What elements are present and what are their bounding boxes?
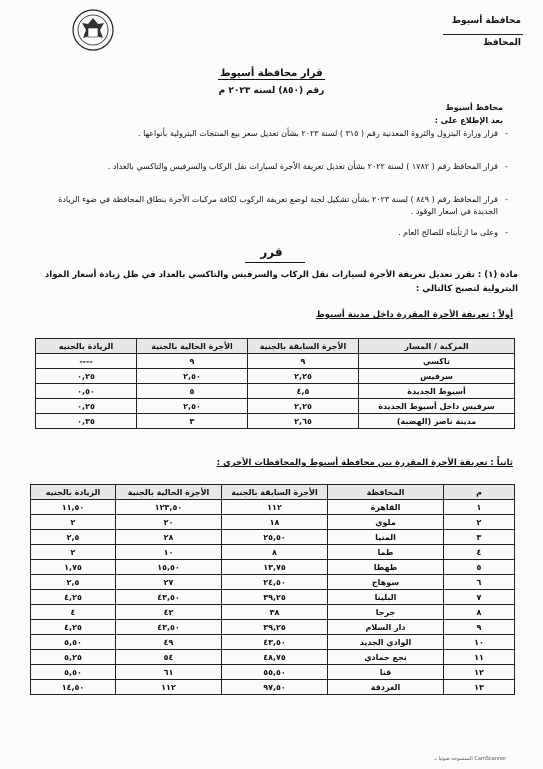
table-row [31,575,515,590]
table-row [31,680,515,695]
table-cell: ٢,٢٥ [248,399,359,414]
table-cell: ٢,٥٠ [137,369,248,384]
table-cell: ١,٧٥ [31,560,116,575]
decides-underline [245,262,305,263]
after-review-label: بعد الإطلاع على : [434,116,503,125]
eagle-seal-icon [68,8,118,52]
bullet-icon: - [505,162,508,171]
clause-3: - قرار المحافظ رقم ( ٨٤٩ ) لسنة ٢٠٢٣ بشأن تشكيل لجنة لوضع تعريفة الركوب لكافة مركبات الأجرة بنطاق المحافظة في ضوء الزيادة الجديدة في اسعار الوقود . [58,195,508,216]
table-cell: ٩ [248,354,359,369]
table-cell: ٢,٥ [31,530,116,545]
table-row [31,500,515,515]
table-cell: ٢,٢٥ [248,369,359,384]
table-cell: ٣ [444,530,515,545]
column-header: المحافظة [328,485,444,500]
table-cell: الوادي الجديد [328,635,444,650]
table-row [31,650,515,665]
table-cell: ٢٧ [116,575,222,590]
table-cell: طهطا [328,560,444,575]
table-cell: ٤٨,٧٥ [222,650,328,665]
table-cell: ٥٤ [116,650,222,665]
table-cell: ٤,٢٥ [31,620,116,635]
table-row [36,384,515,399]
table2-heading: ثانياً : تعريفة الأجرة المقررة بين محافظة أسيوط والمحافظات الأخرى : [216,458,513,468]
table-cell: تاكسي [359,354,515,369]
table-cell: ٥,٢٥ [31,650,116,665]
table-row [31,665,515,680]
table1-heading: أولاً : تعريفة الأجرة المقررة داخل مدينة أسيوط [315,310,513,320]
fare-table-governorates [30,484,515,695]
table-cell: ١١٢ [116,680,222,695]
table-cell: المنيا [328,530,444,545]
table-cell: القاهرة [328,500,444,515]
table-cell: ٨ [444,605,515,620]
column-header: المركبة / المسار [359,339,515,354]
table-row [31,590,515,605]
clause-2: - قرار المحافظ رقم ( ١٧٨٢ ) لسنة ٢٠٢٢ بشأن تعديل تعريفة الأجرة لسيارات نقل الركاب والسرفيس والتاكسي بالعداد . [107,162,508,171]
table-cell: ٩ [444,620,515,635]
table-cell: ٥ [444,560,515,575]
table-cell: ٣٩,٢٥ [222,620,328,635]
table-cell: جرجا [328,605,444,620]
table-row [31,515,515,530]
table-cell: ٥,٥٠ [31,635,116,650]
table-cell: ١٨ [222,515,328,530]
table-cell: ٤٣,٥٠ [116,590,222,605]
table-cell: ١٠ [444,635,515,650]
table-cell: ٣٨ [222,605,328,620]
header-governor: المحافظ [483,38,521,48]
table-cell: الغردقة [328,680,444,695]
table-cell: ٥٥,٥٠ [222,665,328,680]
clause-4: - وعلى ما ارتأيناه للصالح العام . [398,228,508,237]
table-cell: ---- [36,354,137,369]
table-cell: ٠,٢٥ [36,369,137,384]
column-header: الأجرة الحالية بالجنية [116,485,222,500]
table-row [31,635,515,650]
table-cell: ٢٠ [116,515,222,530]
table-cell: ١٣ [444,680,515,695]
table-header-row [36,339,515,354]
table-cell: ٤,٥ [248,384,359,399]
table-row [36,399,515,414]
table-cell: ١٤,٥٠ [31,680,116,695]
table-cell: سوهاج [328,575,444,590]
article-1: مادة (١) : تقرر تعديل تعريفة الأجرة لسيارات نقل الركاب والسرفيس والتاكسي بالعداد في ظل زيادة أسعار المواد البترولية لتصبح كالتالي : [44,270,518,294]
table-row [31,530,515,545]
bullet-icon: - [505,129,508,138]
table-cell: ٤٩ [116,635,222,650]
table-cell: ٤ [444,545,515,560]
table-cell: ٤٢ [116,605,222,620]
table-cell: ١٥,٥٠ [116,560,222,575]
table-cell: ١١,٥٠ [31,500,116,515]
table-cell: ١٢٣,٥٠ [116,500,222,515]
table-cell: ٤,٢٥ [31,590,116,605]
table-cell: ٦ [444,575,515,590]
column-header: م [444,485,515,500]
table-cell: ٢٨ [116,530,222,545]
column-header: الأجرة الحالية بالجنية [137,339,248,354]
table-row [31,560,515,575]
table-cell: ٢ [444,515,515,530]
table-cell: ١٢ [444,665,515,680]
table-row [31,545,515,560]
table-cell: ملوي [328,515,444,530]
table-cell: ٧ [444,590,515,605]
table-cell: مدينة ناصر (الهضبة) [359,414,515,429]
table-cell: ٣ [137,414,248,429]
table-cell: ٣٩,٢٥ [222,590,328,605]
table-cell: ٥,٥٠ [31,665,116,680]
scanner-watermark: الممسوحة ضوئيا بـ CamScanner [434,756,507,762]
table-cell: ١٠ [116,545,222,560]
clause-1: - قرار وزارة البترول والثروة المعدنية رقم ( ٣١٥ ) لسنة ٢٠٢٣ بشأن تعديل سعر بيع المنتجات البترولية بأنواعها . [138,129,508,138]
column-header: الزيادة بالجنيه [31,485,116,500]
table-cell: ٢ [31,515,116,530]
table-row [31,605,515,620]
table-cell: ٥ [137,384,248,399]
table-row [31,620,515,635]
bullet-icon: - [505,228,508,237]
table-cell: ١١٢ [222,500,328,515]
decree-number: رقم (٨٥٠) لسنه ٢٠٢٣ م [218,86,325,96]
table-cell: ٤٣,٥٠ [116,620,222,635]
table-cell: ٢,٥٠ [137,399,248,414]
table-cell: ٩٧,٥٠ [222,680,328,695]
table-cell: ٤٣,٥٠ [222,635,328,650]
column-header: الأجرة السابقة بالجنية [222,485,328,500]
table-cell: ٢ [31,545,116,560]
table-cell: ٢,٥ [31,575,116,590]
table-cell: ٠,٣٥ [36,414,137,429]
table-header-row [31,485,515,500]
table-cell: ٤ [31,605,116,620]
table-cell: ٠,٢٥ [36,399,137,414]
table-cell: ٢٥,٥٠ [222,530,328,545]
decides-heading: قرر [260,245,283,259]
issuer: محافظ أسيوط [445,103,503,112]
column-header: الزيادة بالجنيه [36,339,137,354]
table-cell: طما [328,545,444,560]
decree-title: قرار محافظة أسيوط [220,68,323,79]
table-cell: نجع حمادي [328,650,444,665]
table-cell: سرفيس داخل أسيوط الجديدة [359,399,515,414]
table-cell: البلينا [328,590,444,605]
table-cell: ٦١ [116,665,222,680]
table-cell: سرفيس [359,369,515,384]
fare-table-city [35,338,515,429]
table-row [36,369,515,384]
header-divider [443,34,523,35]
table-cell: قنا [328,665,444,680]
table-cell: ٢,٦٥ [248,414,359,429]
table-cell: أسيوط الجديدة [359,384,515,399]
table-cell: دار السلام [328,620,444,635]
table-cell: ٢٤,٥٠ [222,575,328,590]
bullet-icon: - [505,195,508,204]
table-cell: ١ [444,500,515,515]
table-cell: ٠,٥٠ [36,384,137,399]
table-cell: ١١ [444,650,515,665]
table-row [36,414,515,429]
table-row [36,354,515,369]
header-governorate: محافظة أسيوط [451,16,521,26]
table-cell: ٩ [137,354,248,369]
table-cell: ١٣,٧٥ [222,560,328,575]
table-cell: ٨ [222,545,328,560]
column-header: الأجرة السابقة بالجنية [248,339,359,354]
